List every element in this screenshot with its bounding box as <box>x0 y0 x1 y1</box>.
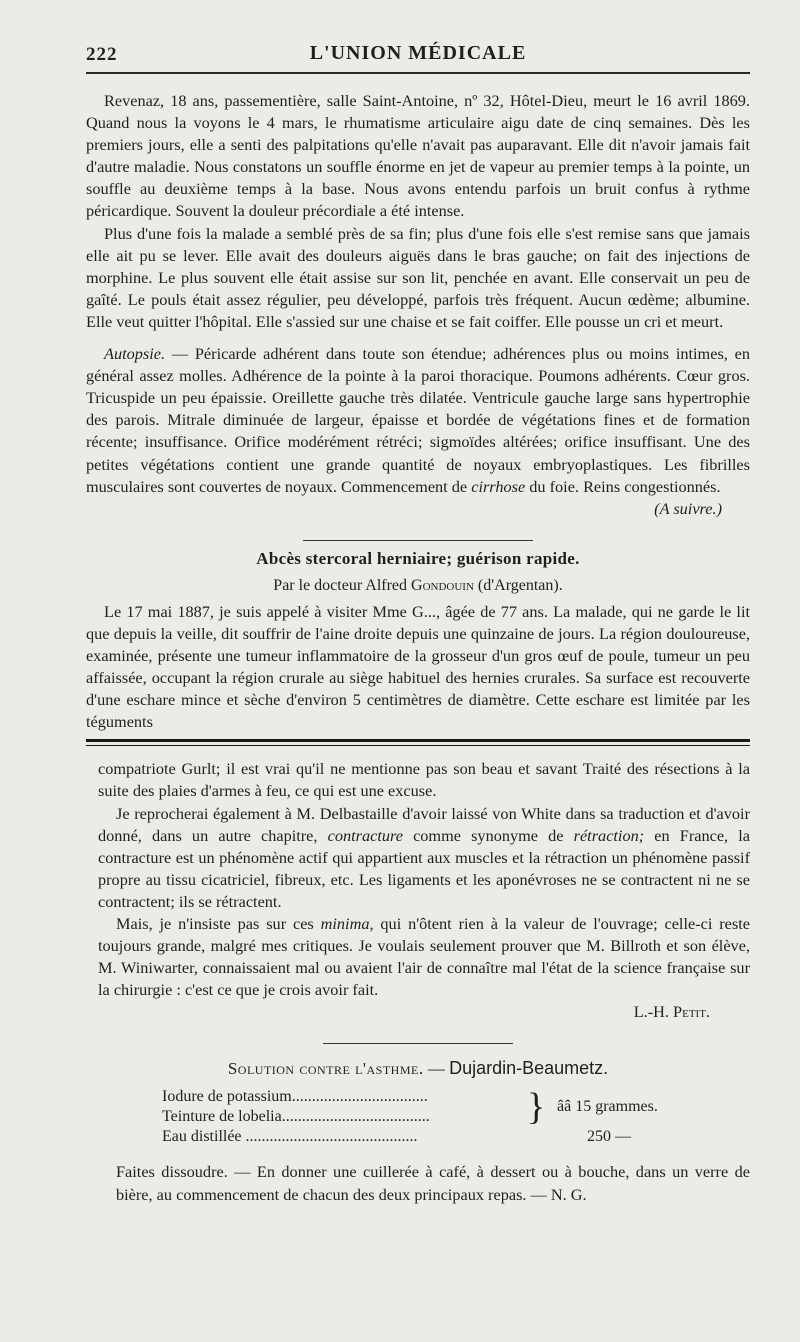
byline-prefix: Par le docteur Alfred <box>273 576 412 594</box>
formula-author: Dujardin-Beaumetz. <box>449 1058 609 1079</box>
autopsy-paragraph <box>86 343 750 498</box>
formula-instructions: Faites dissoudre. — En donner une cuillerée à café, à dessert ou à bouche, dans un verre de bière, au commencement de chacun des deux principaux repas. — N. G. <box>116 1162 750 1204</box>
review-text: Mais, je n'insiste pas sur ces <box>116 914 321 933</box>
review-paragraph <box>98 913 750 1001</box>
byline-author: Gondouin <box>411 576 474 594</box>
autopsy-end: du foie. Reins congestionnés. <box>525 476 721 496</box>
review-paragraph <box>98 803 750 913</box>
page-number: 222 <box>86 44 118 65</box>
article-byline <box>86 577 750 595</box>
ingredient-dose: ââ 15 grammes. <box>557 1098 658 1116</box>
autopsy-text: — Péricarde adhérent dans toute son étendue; adhérences plus ou moins intimes, en général assez molles. Adhérence de la pointe à la paroi thoracique. Poumons adhérents. Cœur gros. Tricuspide un peu épaissie. Oreillette gauche très dilatée. Ventricule gauche large sans hypertrophie des parois. Mitrale diminuée de largeur, épaisse et bordée de végétations fines et de formation récente; insuffisance. Orifice modérément rétréci; sigmoïdes altérées; orifice insuffisant. Une des petites végétations contient une grande quantité de noyaux embryoplastiques. Les fibrilles musculaires sont couvertes de noyaux. Commencement de <box>86 344 750 496</box>
ingredient-line: Iodure de potassium.................................. <box>162 1088 428 1106</box>
article-title: Abcès stercoral herniaire; guérison rapide. <box>256 548 580 568</box>
ingredient-line: Eau distillée ........................................... <box>162 1128 418 1146</box>
case-report <box>86 90 750 520</box>
section-divider <box>303 540 533 541</box>
review-text: Je reprocherai également à M. Delbastaille d'avoir laissé von White dans sa traduction et d'avoir donné, dans un autre chapitre, <box>98 803 750 845</box>
review-italic: rétraction; <box>573 825 645 845</box>
page-header <box>86 40 750 74</box>
review-paragraph: compatriote Gurlt; il est vrai qu'il ne mentionne pas son beau et savant Traité des résections à la suite des plaies d'armes à feu, ce qui est une excuse. <box>98 759 750 801</box>
footnote-divider <box>86 739 750 746</box>
review-signature <box>98 1001 750 1023</box>
article-body <box>86 601 750 734</box>
formula-name: Solution contre l'asthme. <box>227 1059 424 1079</box>
review-text: en France, la contracture est un phénomène actif qui appartient aux muscles et la rétraction un phénomène passif propre au tissu cicatriciel, fibreux, etc. Les ligaments et les aponévroses ne se contractent ni ne se contractent; ils se rétractent. <box>98 825 750 911</box>
brace-glyph: } <box>527 1086 546 1129</box>
case-paragraph: Revenaz, 18 ans, passementière, salle Saint-Antoine, nº 32, Hôtel-Dieu, meurt le 16 avril 1869. Quand nous la voyons le 4 mars, le rhumatisme articulaire aigu date de cinq semaines. Dès les premiers jours, elle a senti des palpitations qu'elle n'avait pas auparavant. Elle dit n'avoir jamais fait d'autre maladie. Nous constatons un souffle énorme en jet de vapeur au premier temps à la pointe, un souffle au deuxième temps à la base. Nous avons entendu parfois un bruit confus à rythme péricardique. Souvent la douleur précordiale a été intense. <box>86 91 750 221</box>
case-paragraph: Plus d'une fois la malade a semblé près de sa fin; plus d'une fois elle s'est remise sans que jamais elle ait pu se lever. Elle avait des douleurs aiguës dans le bras gauche; on fait des injections de morphine. Le plus souvent elle était assise sur son lit, penchée en avant. Elle conservait un peu de gaîté. Le pouls était assez régulier, peu développé, parfois très fréquent. Aucun œdème; albumine. Elle veut quitter l'hôpital. Elle s'assied sur une chaise et se fait coiffer. Elle pousse un cri et meurt. <box>86 223 750 331</box>
formula-divider <box>323 1043 513 1044</box>
byline-suffix: (d'Argentan). <box>473 576 563 594</box>
formula-ingredients <box>162 1087 722 1147</box>
autopsy-italic: cirrhose <box>471 476 526 496</box>
ingredient-dose: 250 — <box>587 1128 631 1146</box>
signature-name: Petit. <box>673 1002 710 1022</box>
review-text: comme synonyme de <box>402 825 574 845</box>
review-text: qui n'ôtent rien à la valeur de l'ouvrage; celle-ci reste toujours grande, malgré mes critiques. Je voulais seulement prouver que M. Billroth et son élève, M. Winiwarter, connaissaient mal ou avaient l'air de connaître mal l'état de la science française sur la chirurgie : c'est ce que je crois avoir fait. <box>98 914 750 1000</box>
review-section <box>98 758 750 1023</box>
formula-title <box>86 1058 750 1079</box>
article-paragraph: Le 17 mai 1887, je suis appelé à visiter Mme G..., âgée de 77 ans. La malade, qui ne garde le lit que depuis la veille, dit souffrir de l'aine droite depuis une quinzaine de jours. La région douloureuse, examinée, présente une tumeur inflammatoire de la grosseur d'un gros œuf de poule, tumeur un peu affaissée, occupant la région crurale au siège habituel des hernies crurales. Sa surface est recouverte d'une eschare mince et sèche d'environ 5 centimètres de diamètre. Cette eschare est limitée par les téguments <box>86 601 750 732</box>
journal-title: L'UNION MÉDICALE <box>309 42 527 64</box>
review-italic: minima, <box>320 914 374 933</box>
signature-initials: L.-H. <box>633 1002 674 1022</box>
autopsy-label: Autopsie. <box>104 344 166 364</box>
to-follow: (A suivre.) <box>654 498 722 518</box>
review-italic: contracture <box>327 825 403 845</box>
formula-dash: — <box>423 1059 450 1079</box>
ingredient-line: Teinture de lobelia..................................... <box>162 1108 430 1126</box>
